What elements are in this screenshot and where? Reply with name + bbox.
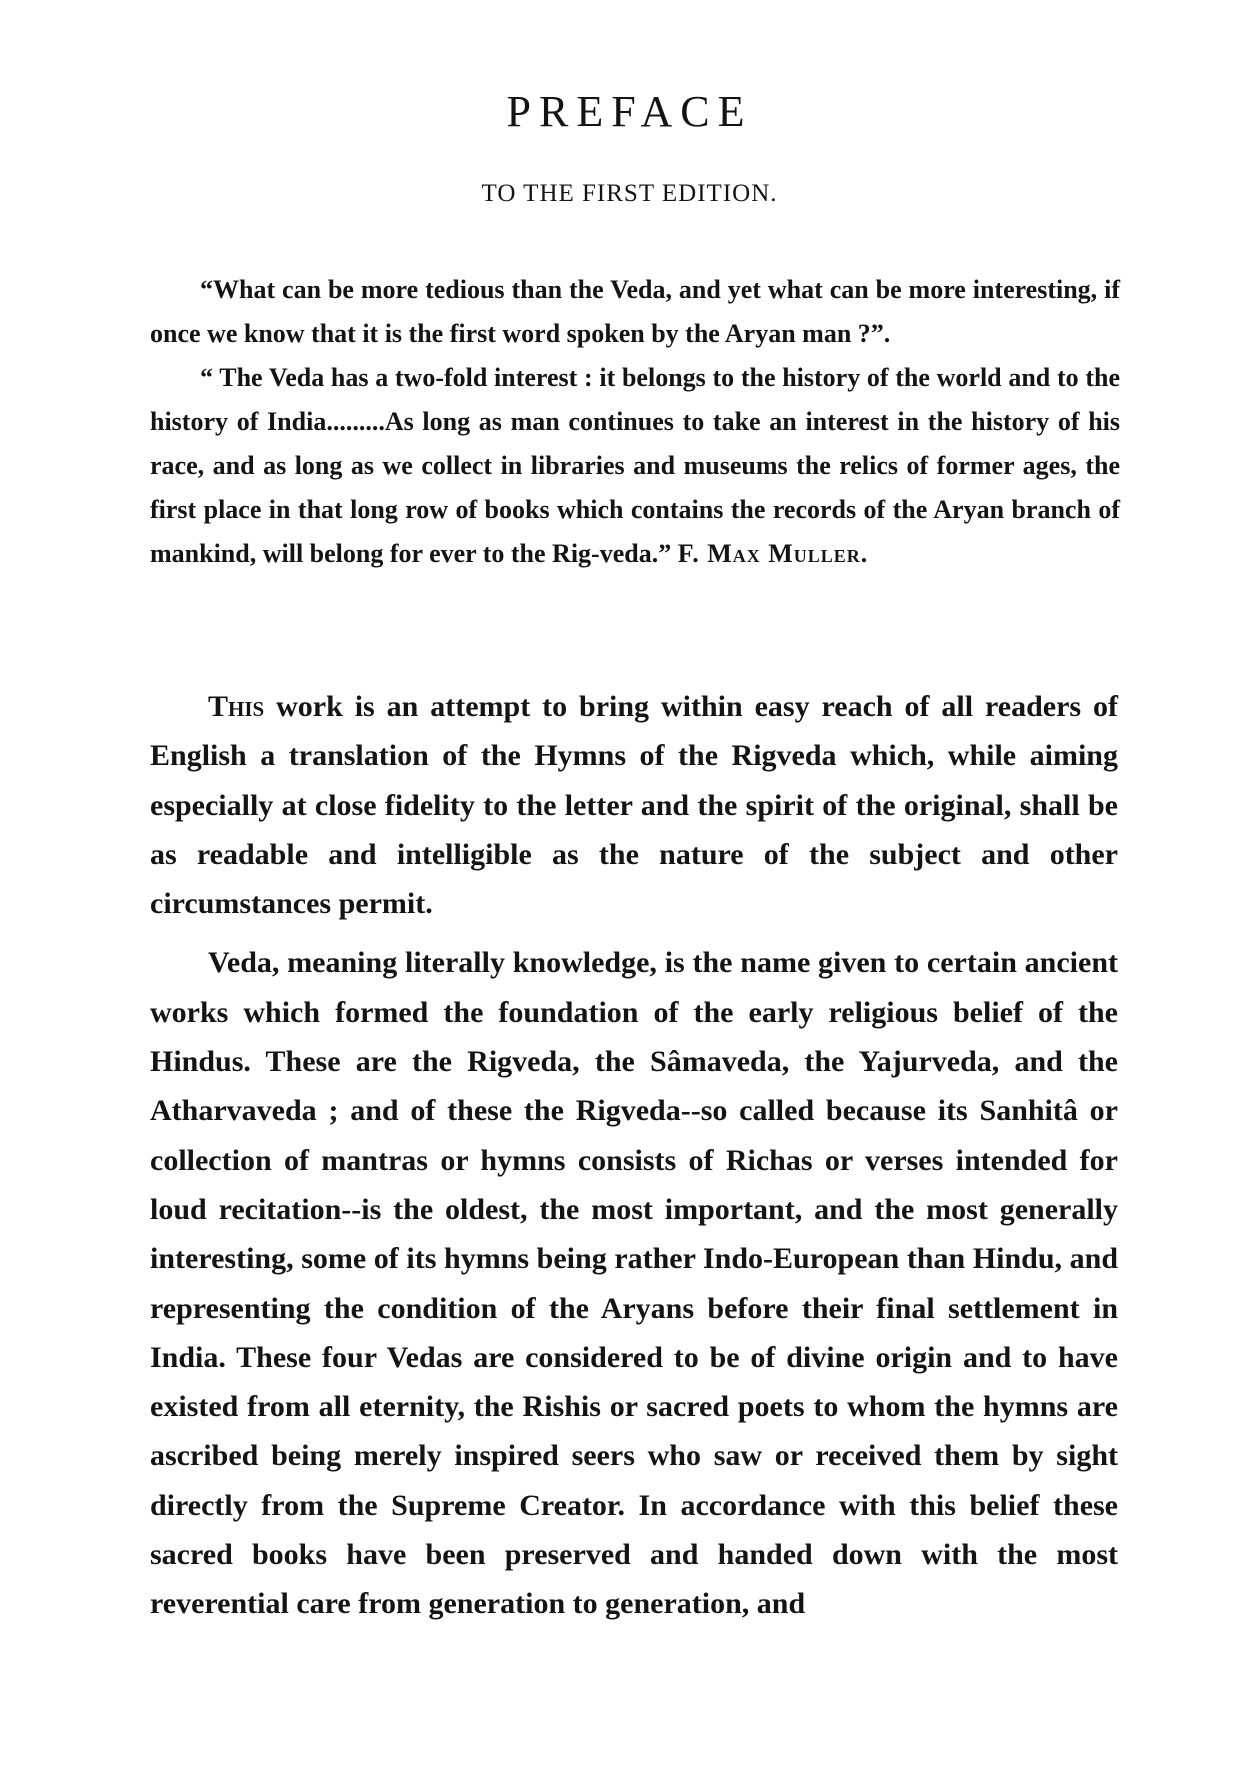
body-paragraph-1 bbox=[150, 682, 1118, 928]
epigraph-author: F. Max Muller. bbox=[677, 539, 869, 568]
epigraph-quote bbox=[150, 268, 1120, 576]
epigraph-paragraph-1: “What can be more tedious than the Veda, and yet what can be more interesting, if once we know that it is the first word spoken by the Aryan man ?”. bbox=[150, 275, 1120, 348]
body-text bbox=[150, 682, 1118, 1639]
page-subtitle: TO THE FIRST EDITION. bbox=[481, 180, 778, 207]
body-paragraph-2: Veda, meaning literally knowledge, is the name given to certain ancient works which formed the foundation of the early religious belief of the Hindus. These are the Rigveda, the Sâmaveda, the Yajurveda, and the Atharvaveda ; and of these the Rigveda--so called because its Sanhitâ or collection of mantras or hymns consists of Richas or verses intended for loud recitation--is the oldest, the most important, and the most generally interesting, some of its hymns being rather Indo-European than Hindu, and representing the condition of the Aryans before their final settlement in India. These four Vedas are considered to be of divine origin and to have existed from all eternity, the Rishis or sacred poets to whom the hymns are ascribed being merely inspired seers who saw or received them by sight directly from the Supreme Creator. In accordance with this belief these sacred books have been preserved and handed down with the most reverential care from generation to generation, and bbox=[150, 946, 1118, 1621]
body-paragraph-1-text: work is an attempt to bring within easy reach of all readers of English a translation of the Hymns of the Rigveda which, while aiming especially at close fidelity to the letter and the spirit of the original, shall be as readable and intelligible as the nature of the subject and other circumstances permit. bbox=[150, 690, 1118, 921]
body-paragraph-1-lead: This bbox=[208, 690, 265, 723]
epigraph-paragraph-2 bbox=[150, 356, 1120, 576]
page-title: PREFACE bbox=[506, 87, 753, 136]
epigraph-paragraph-2-text: “ The Veda has a two-fold interest : it belongs to the history of the world and to the history of India.........As long as man continues to take an interest in the history of his race, and as long as we collect in libraries and museums the relics of former ages, the first place in that long row of books which contains the records of the Aryan branch of mankind, will belong for ever to the Rig-veda.” bbox=[150, 363, 1120, 568]
